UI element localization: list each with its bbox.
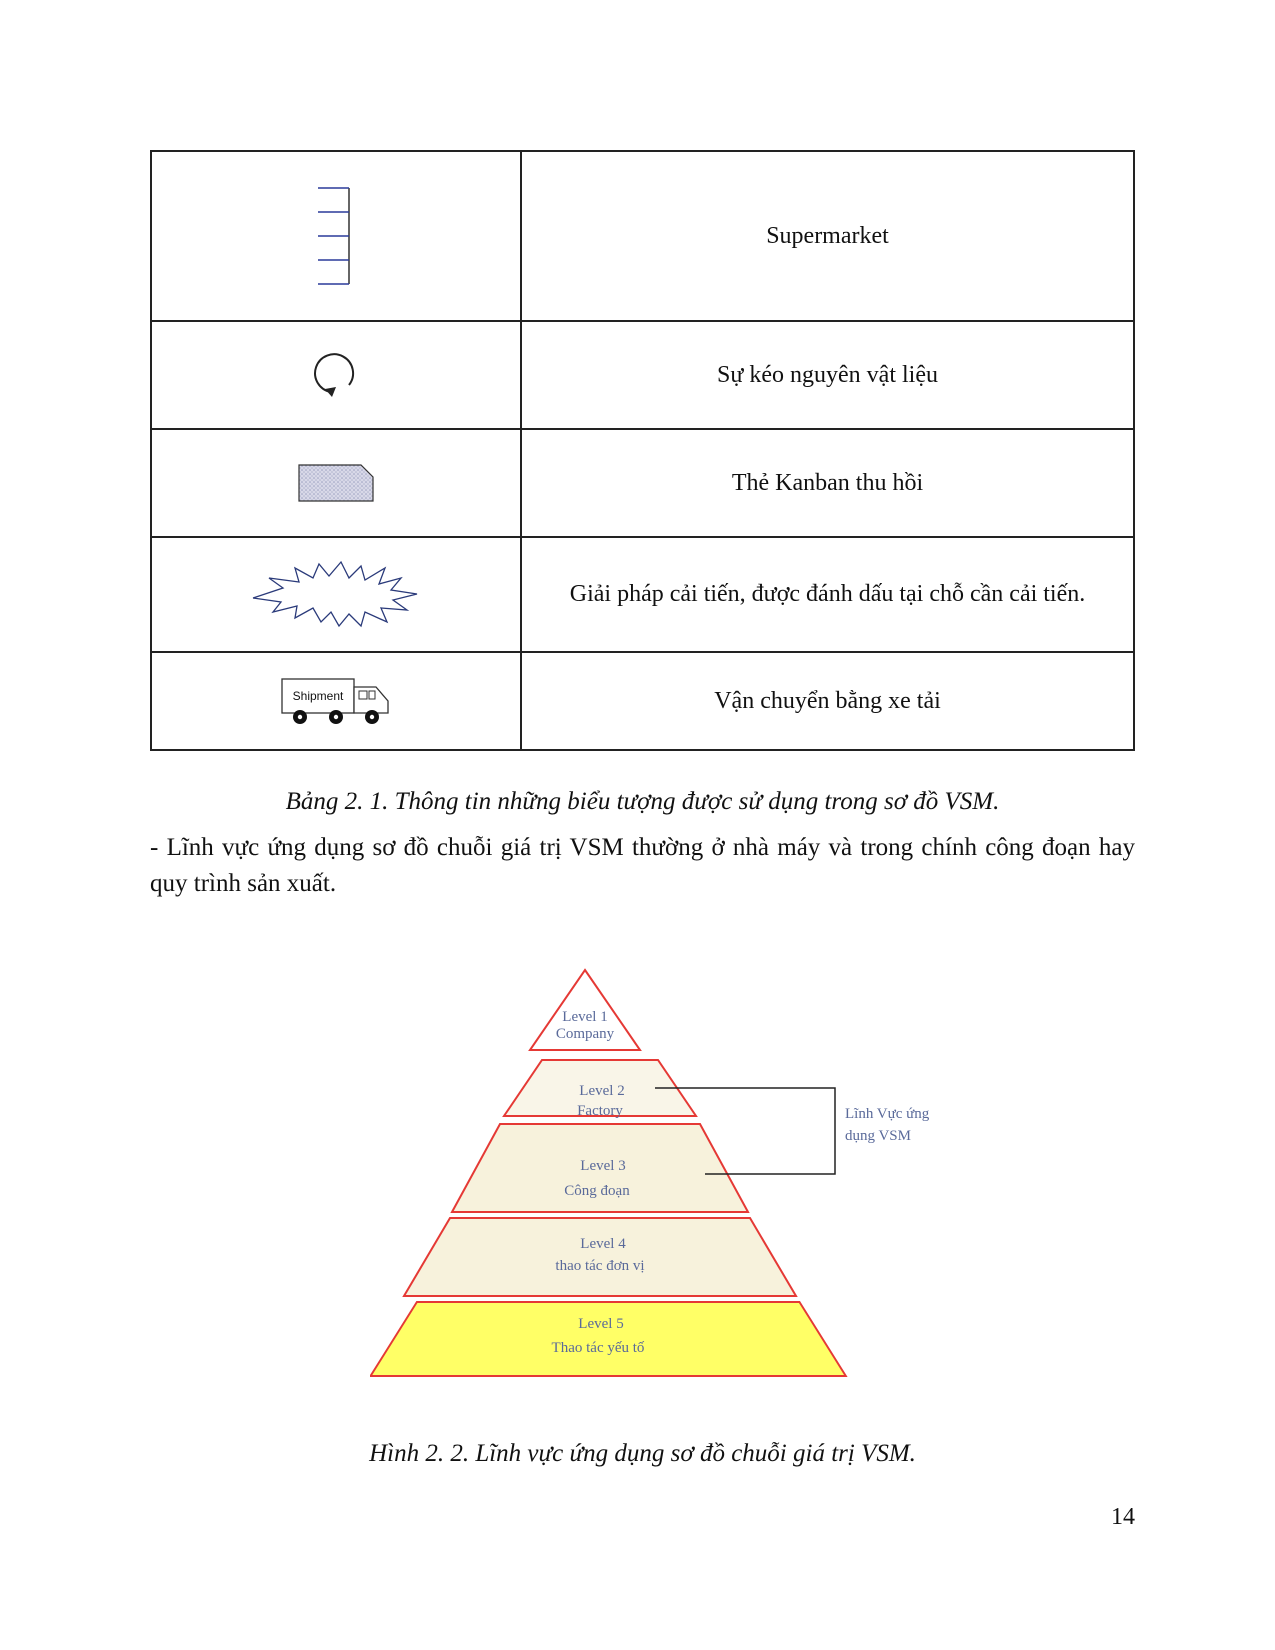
level-5-title: Level 5 [578,1316,624,1332]
level-5-name: Thao tác yếu tố [551,1340,645,1356]
level-3-name: Công đoạn [564,1183,630,1199]
table-row [151,151,1134,321]
body-paragraph: - Lĩnh vực ứng dụng sơ đồ chuỗi giá trị VSM thường ở nhà máy và trong chính công đoạn hay quy trình sản xuất. [150,834,1135,897]
truck-shipment-icon [280,675,392,727]
figure-caption: Hình 2. 2. Lĩnh vực ứng dụng sơ đồ chuỗi giá trị VSM. [369,1440,916,1467]
level-1-title: Level 1 [562,1009,608,1025]
table-row [151,652,1134,750]
description-cell: Thẻ Kanban thu hồi [521,429,1134,537]
level-2-name: Factory [577,1103,623,1119]
level-2-title: Level 2 [579,1083,625,1099]
bracket-label-line-1: Lĩnh Vực ứng [845,1106,930,1122]
description-cell: Giải pháp cải tiến, được đánh dấu tại chỗ cần cải tiến. [521,537,1134,652]
table-row [151,321,1134,429]
description-cell: Supermarket [521,151,1134,321]
description-cell: Sự kéo nguyên vật liệu [521,321,1134,429]
table-caption: Bảng 2. 1. Thông tin những biểu tượng được sử dụng trong sơ đồ VSM. [285,788,1000,815]
vsm-level-pyramid [370,960,970,1380]
withdrawal-kanban-icon [297,461,375,505]
icon-cell [151,537,521,652]
vsm-symbol-table [150,150,1135,751]
description-cell: Vận chuyển bằng xe tải [521,652,1134,750]
icon-cell [151,652,521,750]
level-1-name: Company [555,1026,615,1042]
level-4-title: Level 4 [580,1236,626,1252]
kaizen-burst-icon [251,560,421,630]
level-4-name: thao tác đơn vị [555,1258,645,1274]
icon-cell [151,429,521,537]
table-row [151,537,1134,652]
level-3-title: Level 3 [580,1158,626,1174]
supermarket-icon [316,184,356,288]
table-row [151,429,1134,537]
icon-cell [151,321,521,429]
pyramid-level-4 [404,1218,796,1296]
icon-cell [151,151,521,321]
shipment-label: Shipment [292,689,344,703]
pyramid-level-5 [371,1302,846,1376]
page-number: 14 [1111,1504,1135,1530]
pull-arrow-icon [311,349,361,401]
bracket-label-line-2: dụng VSM [845,1128,911,1144]
